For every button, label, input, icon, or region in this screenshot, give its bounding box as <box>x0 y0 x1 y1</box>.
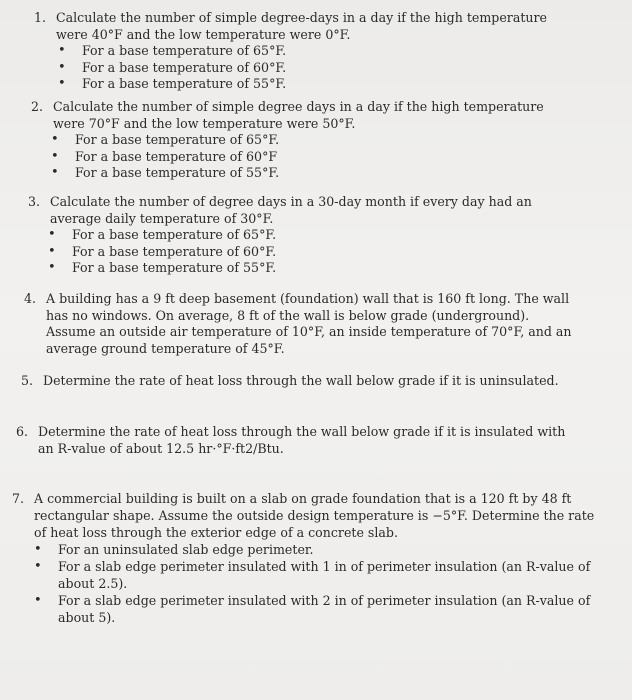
problem-text: Determine the rate of heat loss through the wall below grade if it is insulated with an R-value of about 12.5 hr·°F·ft2/Btu. <box>38 424 566 456</box>
problem-text: Calculate the number of degree days in a 30-day month if every day had an average daily temperature of 30°F. <box>50 194 532 226</box>
problem-number: 5. <box>21 373 34 388</box>
bullet-list <box>58 43 554 93</box>
bullet-list <box>51 132 549 182</box>
list-item: • For a base temperature of 60°F <box>51 148 278 164</box>
problem-4 <box>24 291 572 357</box>
problem-5 <box>21 373 581 390</box>
problem-number: 7. <box>12 491 25 506</box>
problem-text: Calculate the number of simple degree-days in a day if the high temperature were 40°F and the low temperature were 0°F. <box>56 10 547 42</box>
problem-6 <box>16 424 576 457</box>
list-item: • For a slab edge perimeter insulated with 1 in of perimeter insulation (an R-value of about 2.5). <box>34 559 591 591</box>
problem-number: 6. <box>16 424 29 439</box>
bullet-icon: • <box>58 76 66 91</box>
list-item: • For a base temperature of 65°F. <box>48 227 277 242</box>
bullet-icon: • <box>48 260 56 275</box>
bullet-icon: • <box>34 593 42 608</box>
problem-1 <box>34 10 554 93</box>
bullet-icon: • <box>51 148 59 164</box>
bullet-icon: • <box>51 132 59 147</box>
problem-text: A commercial building is built on a slab on grade foundation that is a 120 ft by 48 ft rectangular shape. Assume the outside design temperature is −5°F. Determine the rate of heat loss through the exterior edge of a concrete slab. <box>34 491 595 540</box>
problem-text: A building has a 9 ft deep basement (foundation) wall that is 160 ft long. The wall has no windows. On average, 8 ft of the wall is below grade (underground). Assume an outside air temperature of 10°F, an inside temperature of 70°F, and an average ground temperature of 45°F. <box>46 291 572 356</box>
bullet-list <box>48 227 568 277</box>
list-item: • For a base temperature of 60°F. <box>48 243 277 259</box>
list-item: • For a base temperature of 55°F. <box>58 76 287 91</box>
problem-number: 1. <box>34 10 47 25</box>
bullet-icon: • <box>58 43 66 58</box>
bullet-icon: • <box>34 559 42 574</box>
list-item: • For a base temperature of 65°F. <box>58 43 287 58</box>
problem-number: 4. <box>24 291 37 306</box>
bullet-icon: • <box>48 227 56 242</box>
problem-number: 3. <box>28 194 41 209</box>
bullet-icon: • <box>58 59 66 75</box>
bullet-icon: • <box>48 243 56 259</box>
list-item: • For a base temperature of 65°F. <box>51 132 280 147</box>
bullet-icon: • <box>34 542 42 557</box>
list-item: • For a base temperature of 60°F. <box>58 59 287 75</box>
list-item: • For a base temperature of 55°F. <box>48 260 277 275</box>
problem-7 <box>12 490 596 626</box>
list-item: • For a slab edge perimeter insulated with 2 in of perimeter insulation (an R-value of about 5). <box>34 593 591 625</box>
problem-text: Calculate the number of simple degree days in a day if the high temperature were 70°F and the low temperature were 50°F. <box>53 99 544 131</box>
problem-3 <box>28 194 568 277</box>
problem-number: 2. <box>31 99 44 114</box>
bullet-list <box>34 541 596 626</box>
problem-text: Determine the rate of heat loss through the wall below grade if it is uninsulated. <box>43 373 559 388</box>
list-item: • For a base temperature of 55°F. <box>51 165 280 180</box>
list-item: • For an uninsulated slab edge perimeter. <box>34 542 314 557</box>
bullet-icon: • <box>51 165 59 180</box>
problem-2 <box>31 99 549 182</box>
